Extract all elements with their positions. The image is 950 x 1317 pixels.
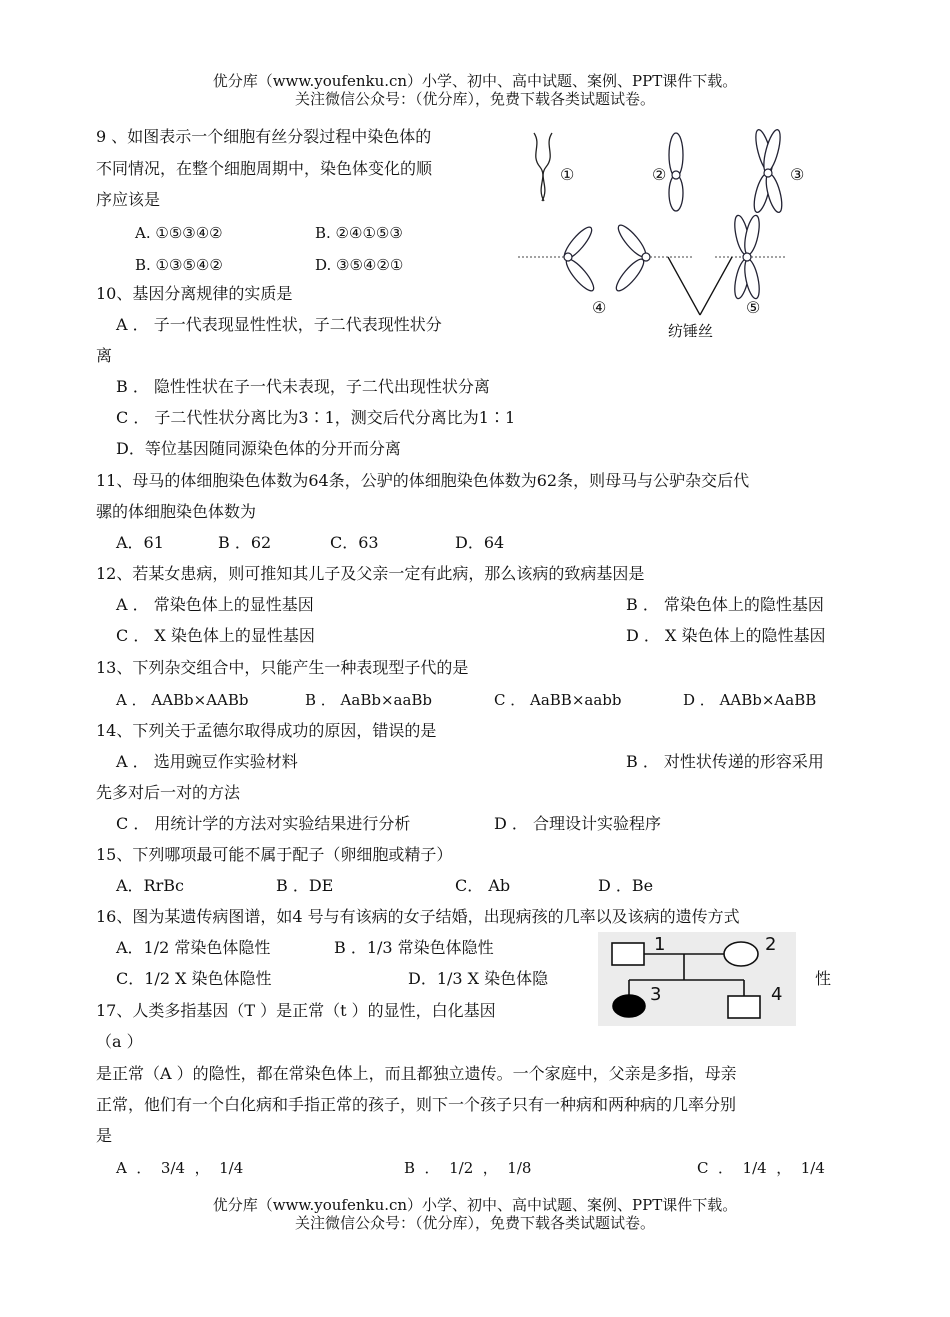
q17-stem-3: 是正常（A ）的隐性，都在常染色体上，而且都独立遗传。一个家庭中，父亲是多指，母亲 xyxy=(96,1064,737,1083)
q17-stem-4: 正常，他们有一个白化病和手指正常的孩子，则下一个孩子只有一种病和两种病的几率分别 xyxy=(96,1095,737,1114)
q17-option-c: C ． 1/4 ， 1/4 xyxy=(697,1159,825,1177)
q9-stem-3: 序应该是 xyxy=(96,190,161,209)
q10-option-c: C ． 子二代性状分离比为3∶1，测交后代分离比为1∶1 xyxy=(116,408,516,427)
q14-option-b-1: B ． 对性状传递的形容采用 xyxy=(626,752,824,771)
q15-option-d: D ．Be xyxy=(598,876,654,895)
chromatin-strand-1 xyxy=(534,133,544,201)
q15-stem: 15、下列哪项最可能不属于配子（卵细胞或精子） xyxy=(96,845,453,864)
q13-option-a: A ． AABb×AABb xyxy=(116,691,249,709)
q16-stem: 16、图为某遗传病图谱，如4 号与有该病的女子结婚，出现病孩的几率以及该病的遗传方式 xyxy=(96,907,740,926)
q10-option-b: B ． 隐性性状在子一代未表现，子二代出现性状分离 xyxy=(116,377,490,396)
q13-option-c: C ． AaBB×aabb xyxy=(494,691,622,709)
q12-option-d: D ． X 染色体上的隐性基因 xyxy=(626,626,826,645)
q13-option-b: B ． AaBb×aaBb xyxy=(305,691,433,709)
q17-option-a: A ． 3/4 ， 1/4 xyxy=(116,1159,244,1177)
q9-option-d: D. ③⑤④②① xyxy=(315,256,404,274)
q13-stem: 13、下列杂交组合中，只能产生一种表现型子代的是 xyxy=(96,658,469,677)
pedigree-male-4 xyxy=(728,996,760,1018)
fig-label-4: ④ xyxy=(592,298,607,317)
q9-option-b: B. ②④①⑤③ xyxy=(315,224,403,242)
q9-stem-1: 9 、如图表示一个细胞有丝分裂过程中染色体的 xyxy=(96,127,432,146)
q15-option-b: B ．DE xyxy=(276,876,334,895)
q16-option-a: A．1/2 常染色体隐性 xyxy=(116,938,271,957)
footer-line-2: 关注微信公众号：（优分库），免费下载各类试题试卷。 xyxy=(294,1214,655,1232)
q14-option-c: C ． 用统计学的方法对实验结果进行分析 xyxy=(116,814,411,833)
q11-stem-2: 骡的体细胞染色体数为 xyxy=(96,502,257,521)
q12-stem: 12、若某女患病，则可推知其儿子及父亲一定有此病，那么该病的致病基因是 xyxy=(96,564,645,583)
q17-stem-2: （a ） xyxy=(96,1032,143,1051)
q14-option-a: A ． 选用豌豆作实验材料 xyxy=(116,752,298,771)
pedigree-affected-female-3 xyxy=(613,995,645,1017)
pedigree-label-2: 2 xyxy=(765,934,777,955)
pedigree-female-2 xyxy=(724,942,758,966)
header-line-2: 关注微信公众号：（优分库），免费下载各类试题试卷。 xyxy=(294,90,655,108)
spindle-label: 纺锤丝 xyxy=(668,322,714,340)
q12-option-c: C ． X 染色体上的显性基因 xyxy=(116,626,315,645)
q12-option-a: A ． 常染色体上的显性基因 xyxy=(116,595,314,614)
q16-option-d-tail: 性 xyxy=(815,969,832,988)
pedigree-label-1: 1 xyxy=(654,934,666,955)
chromosome-5b xyxy=(715,214,785,300)
chromosome-3 xyxy=(751,128,785,214)
pedigree-label-3: 3 xyxy=(650,984,662,1005)
q11-option-d: D．64 xyxy=(455,533,505,552)
chromosome-5a xyxy=(613,222,692,294)
q16-option-d: D．1/3 X 染色体隐 xyxy=(408,969,549,988)
header-line-1: 优分库（www.youfenku.cn）小学、初中、高中试题、案例、PPT课件下载。 xyxy=(212,72,738,90)
q10-option-a-1: A ． 子一代表现显性性状，子二代表现性状分 xyxy=(116,315,442,334)
q16-option-b: B ．1/3 常染色体隐性 xyxy=(334,938,494,957)
fig-label-1: ① xyxy=(560,165,575,184)
q17-stem-1: 17、人类多指基因（T ）是正常（t ）的显性，白化基因 xyxy=(96,1001,496,1020)
q17-option-b: B ． 1/2 ， 1/8 xyxy=(404,1159,532,1177)
q15-option-c: C． Ab xyxy=(455,876,511,895)
q11-option-c: C．63 xyxy=(330,533,379,552)
q17-stem-5: 是 xyxy=(96,1126,113,1145)
q14-option-d: D ． 合理设计实验程序 xyxy=(494,814,662,833)
q12-option-b: B ． 常染色体上的隐性基因 xyxy=(626,595,824,614)
q9-option-a: A. ①⑤③④② xyxy=(135,224,223,242)
fig-label-2: ② xyxy=(652,165,667,184)
chromatin-strand-2 xyxy=(542,133,552,201)
pedigree-label-4: 4 xyxy=(771,984,783,1005)
chromosome-4 xyxy=(518,224,597,294)
q10-option-d: D．等位基因随同源染色体的分开而分离 xyxy=(116,439,401,458)
q9-stem-2: 不同情况，在整个细胞周期中，染色体变化的顺 xyxy=(96,159,433,178)
chromosome-2 xyxy=(669,133,683,211)
fig-label-3: ③ xyxy=(790,165,805,184)
q16-option-c: C．1/2 X 染色体隐性 xyxy=(116,969,272,988)
q11-option-a: A．61 xyxy=(116,533,164,552)
q14-stem: 14、下列关于孟德尔取得成功的原因，错误的是 xyxy=(96,721,437,740)
q14-option-b-2: 先多对后一对的方法 xyxy=(96,783,241,802)
q11-option-b: B ．62 xyxy=(218,533,272,552)
footer-line-1: 优分库（www.youfenku.cn）小学、初中、高中试题、案例、PPT课件下载。 xyxy=(212,1196,738,1214)
fig-label-5: ⑤ xyxy=(746,298,761,317)
q10-option-a-2: 离 xyxy=(96,346,113,365)
q15-option-a: A．RrBc xyxy=(116,876,184,895)
q10-stem: 10、基因分离规律的实质是 xyxy=(96,284,293,303)
pedigree-male-1 xyxy=(612,943,644,965)
q13-option-d: D ． AABb×AaBB xyxy=(683,691,817,709)
q11-stem-1: 11、母马的体细胞染色体数为64条，公驴的体细胞染色体数为62条，则母马与公驴杂交后代 xyxy=(96,471,750,490)
mitosis-figure xyxy=(510,125,810,345)
q9-option-c: B. ①③⑤④② xyxy=(135,256,223,274)
